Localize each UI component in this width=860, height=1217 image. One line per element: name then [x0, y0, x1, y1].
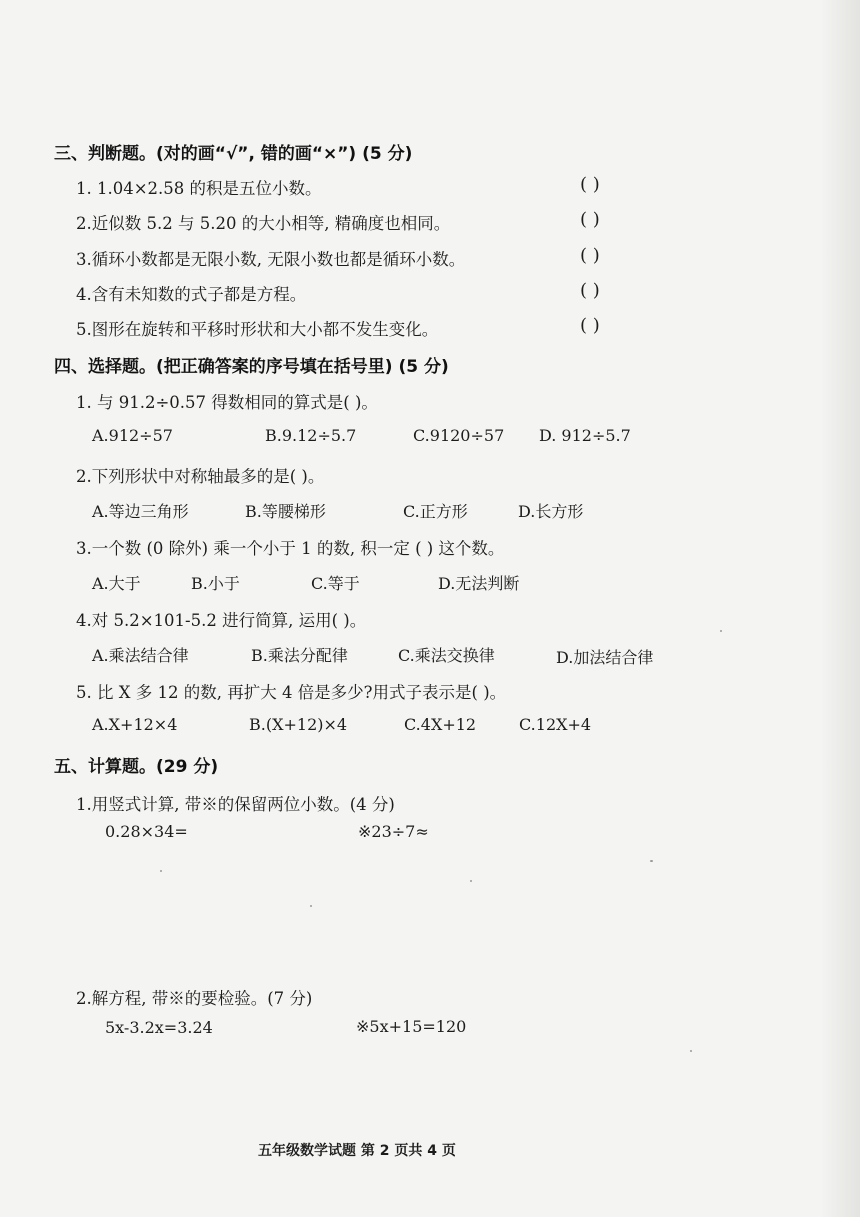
section3-title: 三、判断题。(对的画“√”, 错的画“×”) (5 分) — [54, 144, 413, 164]
choice-5-option-b[interactable]: B.(X+12)×4 — [249, 715, 348, 734]
equation-problem-1: 5x-3.2x=3.24 — [105, 1018, 213, 1037]
choice-4-option-b[interactable]: B.乘法分配律 — [251, 646, 348, 665]
scan-speck — [160, 870, 162, 872]
calc-problem-2: ※23÷7≈ — [358, 822, 429, 841]
choice-5-option-d[interactable]: C.12X+4 — [519, 715, 592, 734]
choice-question-3: 3.一个数 (0 除外) 乘一个小于 1 的数, 积一定 ( ) 这个数。 — [76, 539, 505, 558]
choice-question-2: 2.下列形状中对称轴最多的是( )。 — [76, 467, 325, 486]
choice-1-option-a[interactable]: A.912÷57 — [92, 426, 173, 445]
judge-answer-4[interactable]: ( ) — [580, 280, 600, 301]
judge-item-4: 4.含有未知数的式子都是方程。 — [76, 285, 307, 304]
choice-2-option-d[interactable]: D.长方形 — [518, 502, 584, 521]
choice-question-1: 1. 与 91.2÷0.57 得数相同的算式是( )。 — [76, 393, 378, 412]
scan-speck — [310, 905, 312, 907]
choice-5-option-a[interactable]: A.X+12×4 — [92, 715, 178, 734]
choice-4-option-a[interactable]: A.乘法结合律 — [92, 646, 189, 665]
equation-problem-2: ※5x+15=120 — [356, 1017, 467, 1036]
judge-item-1: 1. 1.04×2.58 的积是五位小数。 — [76, 179, 322, 198]
choice-2-option-c[interactable]: C.正方形 — [403, 502, 468, 521]
choice-2-option-a[interactable]: A.等边三角形 — [92, 502, 189, 521]
choice-3-option-b[interactable]: B.小于 — [191, 574, 240, 593]
choice-4-option-d[interactable]: D.加法结合律 — [556, 648, 654, 667]
page-footer: 五年级数学试题 第 2 页共 4 页 — [258, 1143, 456, 1159]
section4-title: 四、选择题。(把正确答案的序号填在括号里) (5 分) — [54, 357, 449, 377]
judge-item-2: 2.近似数 5.2 与 5.20 的大小相等, 精确度也相同。 — [76, 214, 451, 233]
choice-3-option-d[interactable]: D.无法判断 — [438, 574, 520, 593]
scan-edge-shadow — [820, 0, 860, 1217]
choice-1-option-b[interactable]: B.9.12÷5.7 — [265, 426, 357, 445]
choice-question-4: 4.对 5.2×101-5.2 进行简算, 运用( )。 — [76, 611, 367, 630]
judge-answer-3[interactable]: ( ) — [580, 245, 600, 266]
choice-5-option-c[interactable]: C.4X+12 — [404, 715, 477, 734]
section5-title: 五、计算题。(29 分) — [54, 757, 219, 777]
scan-speck — [720, 630, 722, 632]
judge-answer-1[interactable]: ( ) — [580, 174, 600, 195]
judge-item-3: 3.循环小数都是无限小数, 无限小数也都是循环小数。 — [76, 250, 466, 269]
judge-item-5: 5.图形在旋转和平移时形状和大小都不发生变化。 — [76, 320, 439, 339]
scan-speck — [690, 1050, 692, 1052]
calc-part1-instruction: 1.用竖式计算, 带※的保留两位小数。(4 分) — [76, 795, 395, 814]
choice-3-option-a[interactable]: A.大于 — [92, 574, 141, 593]
choice-1-option-d[interactable]: D. 912÷5.7 — [539, 426, 631, 445]
choice-3-option-c[interactable]: C.等于 — [311, 574, 360, 593]
choice-1-option-c[interactable]: C.9120÷57 — [413, 426, 505, 445]
choice-4-option-c[interactable]: C.乘法交换律 — [398, 646, 495, 665]
scan-speck — [470, 880, 472, 882]
scan-speck — [650, 860, 653, 862]
judge-answer-2[interactable]: ( ) — [580, 209, 600, 230]
calc-problem-1: 0.28×34= — [105, 822, 188, 841]
choice-2-option-b[interactable]: B.等腰梯形 — [245, 502, 326, 521]
calc-part2-instruction: 2.解方程, 带※的要检验。(7 分) — [76, 989, 313, 1008]
judge-answer-5[interactable]: ( ) — [580, 315, 600, 336]
choice-question-5: 5. 比 X 多 12 的数, 再扩大 4 倍是多少?用式子表示是( )。 — [76, 683, 507, 702]
